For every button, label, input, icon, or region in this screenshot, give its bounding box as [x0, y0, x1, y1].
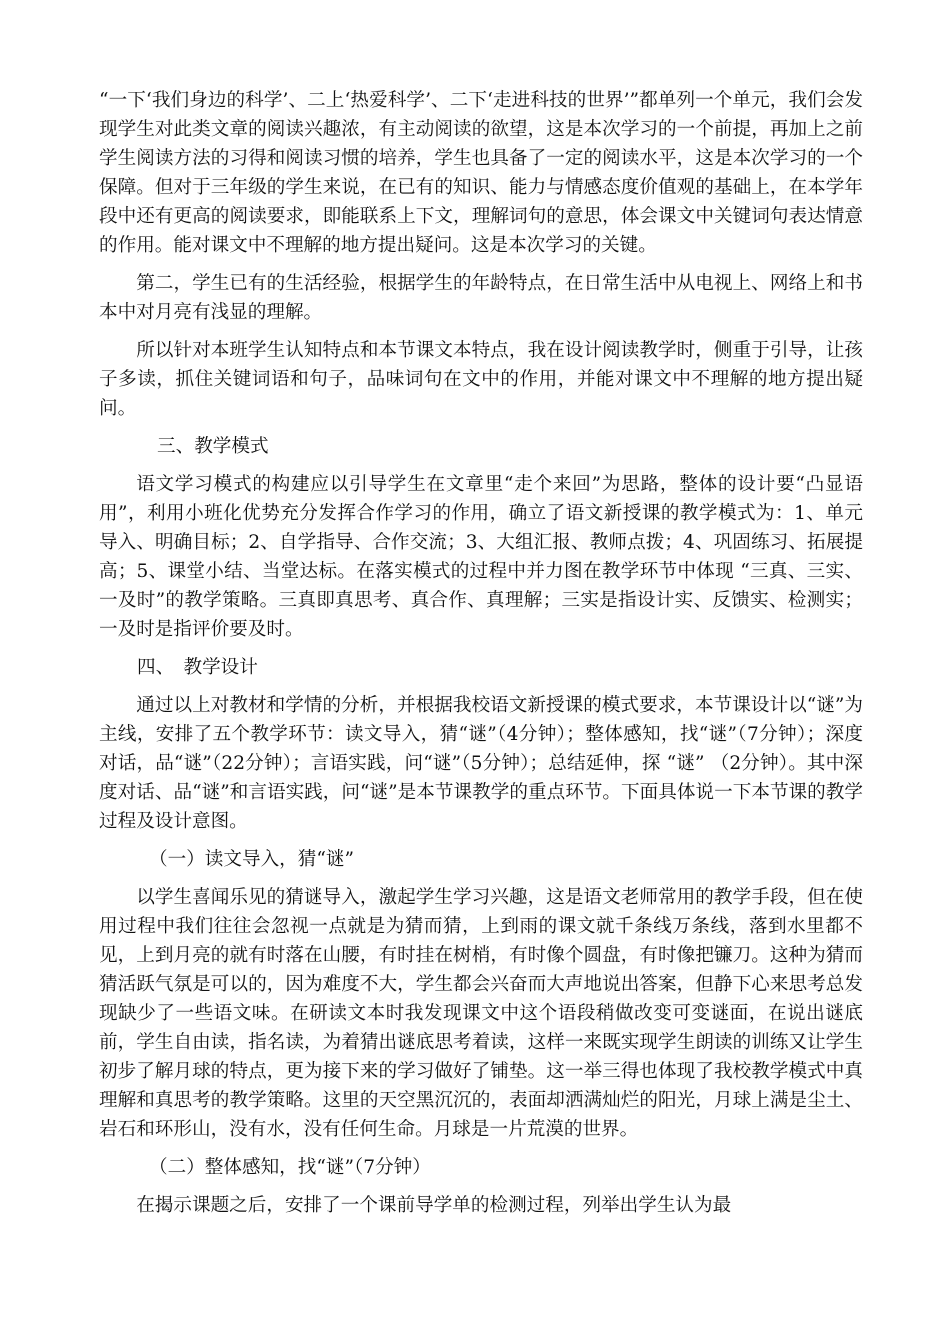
- subsection-heading-2: （二）整体感知，找“谜”（7分钟）: [149, 1157, 431, 1178]
- paragraph-life-experience: 第二，学生已有的生活经验，根据学生的年龄特点，在日常生活中从电视上、网络上和书本中对月亮有浅显的理解。: [99, 273, 863, 323]
- paragraph-riddle-intro: 以学生喜闻乐见的猜谜导入，激起学生学习兴趣，这是语文老师常用的教学手段，但在使用过程中我们往往会忽视一点就是为猜而猜，上到雨的课文就千条线万条线，落到水里都不见，上到月亮的就有时落在山腰，有时挂在树梢，有时像个圆盘，有时像把镰刀。这种为猜而猜活跃气氛是可以的，因为难度不大，学生都会兴奋而大声地说出答案，但静下心来思考总发现缺少了一些语文味。在研读文本时我发现课文中这个语段稍做改变可变谜面，在说出谜底前，学生自由读，指名读，为着猜出谜底思考着读，这样一来既实现学生朗读的训练又让学生初步了解月球的特点，更为接下来的学习做好了铺垫。这一举三得也体现了我校教学模式中真理解和真思考的教学策略。这里的天空黑沉沉的，表面却洒满灿烂的阳光，月球上满是尘土、岩石和环形山，没有水，没有任何生命。月球是一片荒漠的世界。: [99, 887, 863, 1140]
- paragraph-teaching-mode: 语文学习模式的构建应以引导学生在文章里“走个来回”为思路，整体的设计要“凸显语用”，利用小班化优势充分发挥合作学习的作用，确立了语文新授课的教学模式为：1、单元导入、明确目标；2、自学指导、合作交流；3、大组汇报、教师点拨；4、巩固练习、拓展提高；5、课堂小结、当堂达标。在落实模式的过程中并力图在教学环节中体现 “三真、三实、一及时”的教学策略。三真即真思考、真合作、真理解；三实是指设计实、反馈实、检测实；一及时是指评价要及时。: [99, 474, 863, 640]
- paragraph-overall-perception: 在揭示课题之后，安排了一个课前导学单的检测过程，列举出学生认为最: [136, 1195, 732, 1216]
- subsection-heading-1: （一）读文导入，猜“谜”: [149, 849, 354, 870]
- section-heading-teaching-design: 四、 教学设计: [137, 657, 258, 678]
- document-body: [99, 86, 863, 1229]
- paragraph-teaching-design: 通过以上对教材和学情的分析，并根据我校语文新授课的模式要求，本节课设计以“谜”为主线，安排了五个教学环节：读文导入，猜“谜”（4分钟）；整体感知，找“谜”（7分钟）；深度对话，品“谜”（22分钟）；言语实践，问“谜”（5分钟）；总结延伸，探 “谜” （2分钟）。其中深度对话、品“谜”和言语实践，问“谜”是本节课教学的重点环节。下面具体说一下本节课的教学过程及设计意图。: [99, 695, 863, 832]
- paragraph-design-focus: 所以针对本班学生认知特点和本节课文本特点，我在设计阅读教学时，侧重于引导，让孩子多读，抓住关键词语和句子，品味词句在文中的作用，并能对课文中不理解的地方提出疑问。: [99, 340, 863, 419]
- section-heading-teaching-mode: 三、教学模式: [157, 436, 269, 457]
- paragraph-intro: “一下‘我们身边的科学’、二上‘热爱科学’、二下‘走进科技的世界’”都单列一个单元，我们会发现学生对此类文章的阅读兴趣浓，有主动阅读的欲望，这是本次学习的一个前提，再加上之前学生阅读方法的习得和阅读习惯的培养，学生也具备了一定的阅读水平，这是本次学习的一个保障。但对于三年级的学生来说，在已有的知识、能力与情感态度价值观的基础上，在本学年段中还有更高的阅读要求，即能联系上下文，理解词句的意思，体会课文中关键词句表达情意的作用。能对课文中不理解的地方提出疑问。这是本次学习的关键。: [99, 90, 863, 256]
